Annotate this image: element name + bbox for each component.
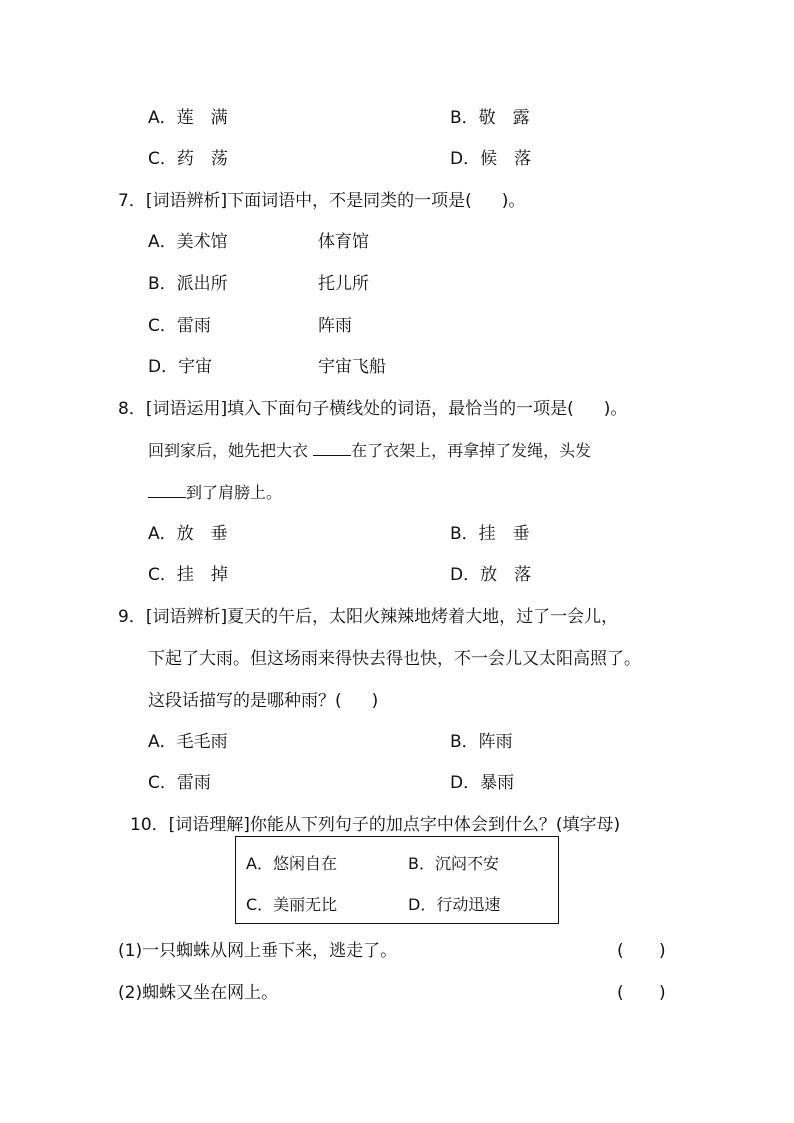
- q9-stem-line3: [148, 690, 378, 712]
- q6-option-d: D．候 落: [450, 149, 532, 169]
- q8-blank-2[interactable]: [148, 481, 186, 498]
- q8-sentence-part2: 在了衣架上，再拿掉了发绳，头发: [351, 441, 592, 460]
- q7-option-b-second: 托儿所: [318, 274, 369, 294]
- q10-item-1-answer-slot[interactable]: [630, 940, 656, 962]
- q6-option-c: C．药 荡: [148, 149, 228, 169]
- q7-option-a: A．美术馆: [148, 232, 228, 252]
- q8-stem: [118, 398, 627, 420]
- q10-box-option-d: D．行动迅速: [408, 895, 501, 914]
- q8-text-after: )。: [603, 399, 628, 419]
- q10-item-2-answer-slot[interactable]: [630, 982, 656, 1004]
- q7-option-c: C．雷雨: [148, 316, 211, 336]
- q8-option-a: A．放 垂: [148, 524, 228, 544]
- q6-option-b: B．敬 露: [450, 108, 530, 128]
- q8-blank-1[interactable]: [313, 439, 351, 456]
- q10-item-1: (1)一只蜘蛛从网上垂下来，逃走了。: [118, 941, 398, 961]
- q9-option-d: D．暴雨: [450, 773, 515, 793]
- q7-option-d: D．宇宙: [148, 357, 213, 377]
- q8-sentence-line1: [148, 439, 591, 462]
- q7-option-a-second: 体育馆: [318, 232, 369, 252]
- q7-number: 7．: [118, 191, 146, 211]
- q9-stem-line1: [118, 606, 618, 628]
- q9-option-b: B．阵雨: [450, 732, 513, 752]
- q10-text: [词语理解]你能从下列句子的加点字中体会到什么？(填字母): [168, 815, 621, 835]
- q7-text-before: [词语辨析]下面词语中，不是同类的一项是(: [145, 191, 472, 211]
- q9-option-a: A．毛毛雨: [148, 732, 228, 752]
- q9-line3-after: ): [371, 691, 379, 711]
- q9-option-c: C．雷雨: [148, 773, 211, 793]
- q8-sentence-part3: 到了肩膀上。: [186, 483, 283, 502]
- q10-item-1-paren-close: ): [659, 941, 666, 961]
- q9-line3-before: 这段话描写的是哪种雨？(: [148, 691, 342, 711]
- q7-stem: [118, 190, 525, 212]
- q9-line1: [词语辨析]夏天的午后，太阳火辣辣地烤着大地，过了一会儿，: [145, 607, 619, 627]
- q10-box-option-c: C．美丽无比: [246, 895, 338, 914]
- q8-option-d: D．放 落: [450, 565, 532, 585]
- q9-number: 9．: [118, 607, 146, 627]
- q8-option-b: B．挂 垂: [450, 524, 530, 544]
- q7-option-b: B．派出所: [148, 274, 228, 294]
- q8-text-before: [词语运用]填入下面句子横线处的词语，最恰当的一项是(: [145, 399, 574, 419]
- q7-option-d-second: 宇宙飞船: [318, 357, 386, 377]
- q10-box-option-b: B．沉闷不安: [408, 854, 499, 873]
- q10-box-option-a: A．悠闲自在: [246, 854, 337, 873]
- q6-option-a: A．莲 满: [148, 108, 228, 128]
- q10-item-1-paren-open: (: [617, 941, 624, 961]
- q10-stem: [130, 814, 620, 836]
- q10-item-2-paren-open: (: [617, 983, 624, 1003]
- q9-line2: 下起了大雨。但这场雨来得快去得也快，不一会儿又太阳高照了。: [148, 649, 641, 669]
- q8-sentence-part1: 回到家后，她先把大衣: [148, 441, 314, 460]
- q10-item-2-paren-close: ): [659, 983, 666, 1003]
- q10-item-2: (2)蜘蛛又坐在网上。: [118, 983, 279, 1003]
- q8-option-c: C．挂 掉: [148, 565, 228, 585]
- q8-sentence-line2: [148, 481, 282, 504]
- q10-number: 10．: [130, 815, 169, 835]
- q8-number: 8．: [118, 399, 146, 419]
- q7-text-after: )。: [501, 191, 526, 211]
- q7-option-c-second: 阵雨: [318, 316, 352, 336]
